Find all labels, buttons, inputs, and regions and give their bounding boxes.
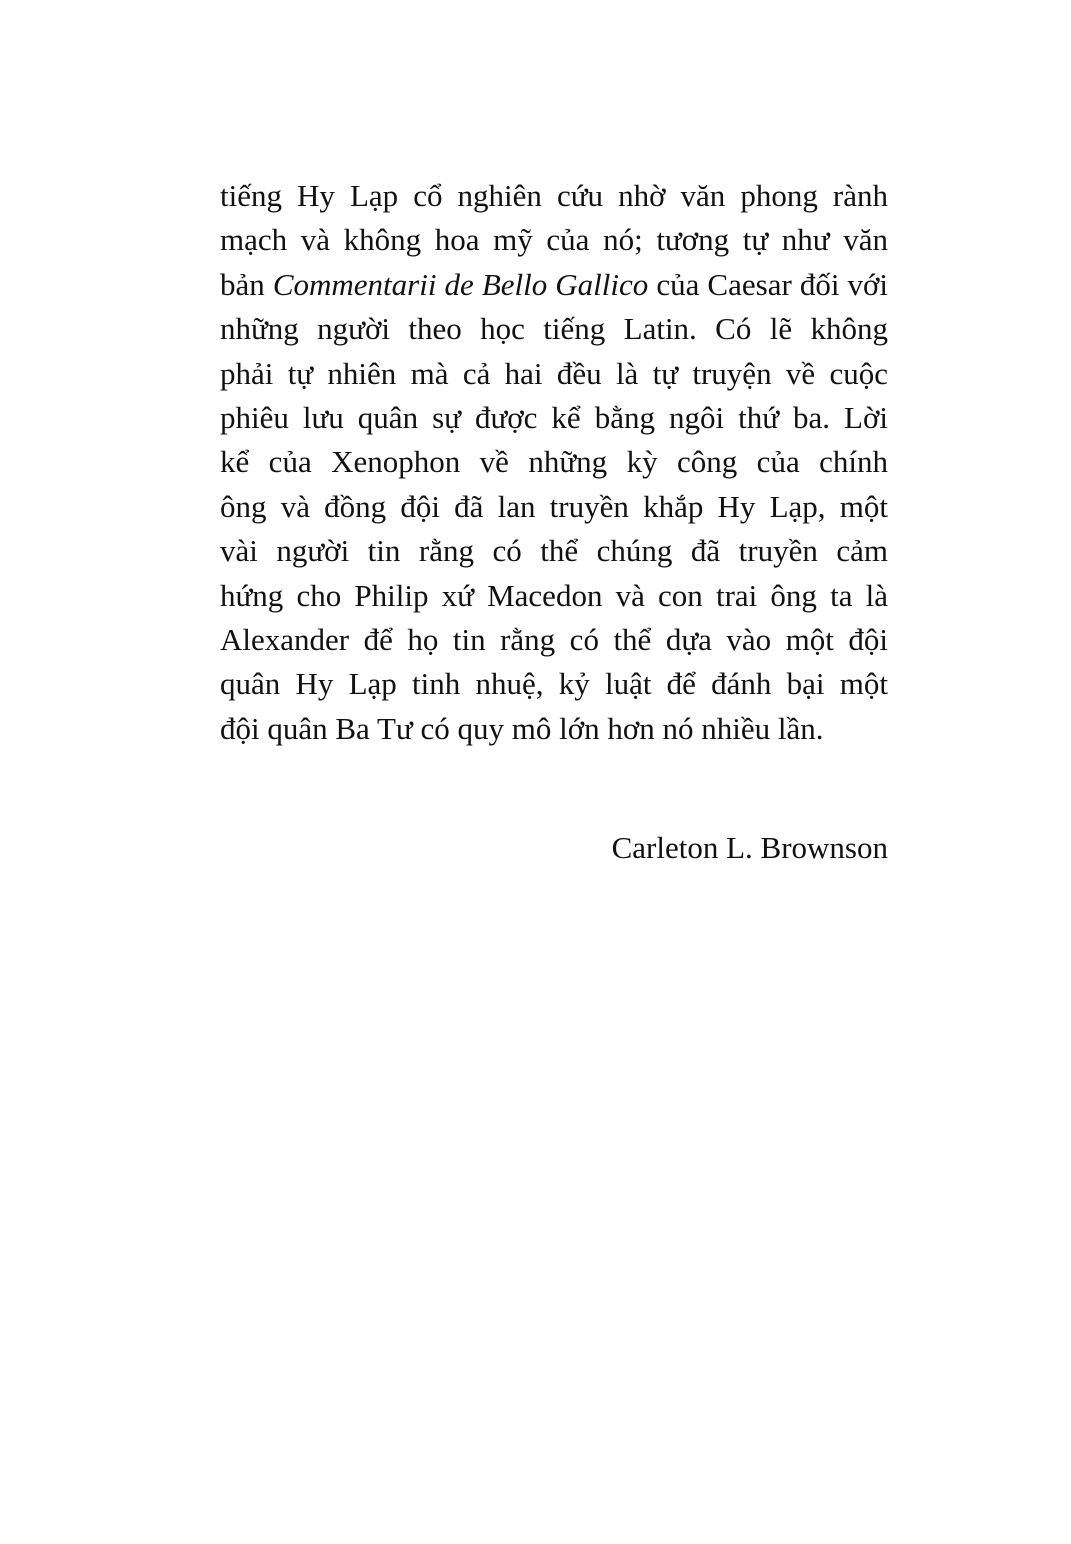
text-line: vài người tin rằng có thể chúng đã truyền cảm [220, 533, 888, 569]
body-text [220, 174, 888, 751]
text-line: phải tự nhiên mà cả hai đều là tự truyện về cuộc [220, 355, 888, 391]
text-line: ông và đồng đội đã lan truyền khắp Hy Lạp, một [220, 488, 888, 524]
text-line: tiếng Hy Lạp cổ nghiên cứu nhờ văn phong rành [220, 178, 888, 213]
book-title-italic: Commentarii de Bello Gallico [272, 266, 649, 302]
text-line: kể của Xenophon về những kỳ công của chính [220, 444, 888, 480]
text-line: hứng cho Philip xứ Macedon và con trai ông ta là [220, 577, 888, 613]
text-line: mạch và không hoa mỹ của nó; tương tự như văn [220, 222, 888, 258]
text-line: quân Hy Lạp tinh nhuệ, kỷ luật để đánh bại một [220, 666, 888, 702]
text-line: đội quân Ba Tư có quy mô lớn hơn nó nhiều lần. [220, 710, 824, 746]
text-line: phiêu lưu quân sự được kể bằng ngôi thứ ba. Lời [220, 399, 888, 435]
text-line: Alexander để họ tin rằng có thể dựa vào một đội [220, 621, 888, 657]
text-segment: của Caesar đối với [648, 266, 889, 302]
text-segment: bản [220, 266, 273, 302]
author-signature: Carleton L. Brownson [611, 830, 888, 865]
text-line [220, 263, 888, 307]
text-line: những người theo học tiếng Latin. Có lẽ không [220, 311, 888, 347]
